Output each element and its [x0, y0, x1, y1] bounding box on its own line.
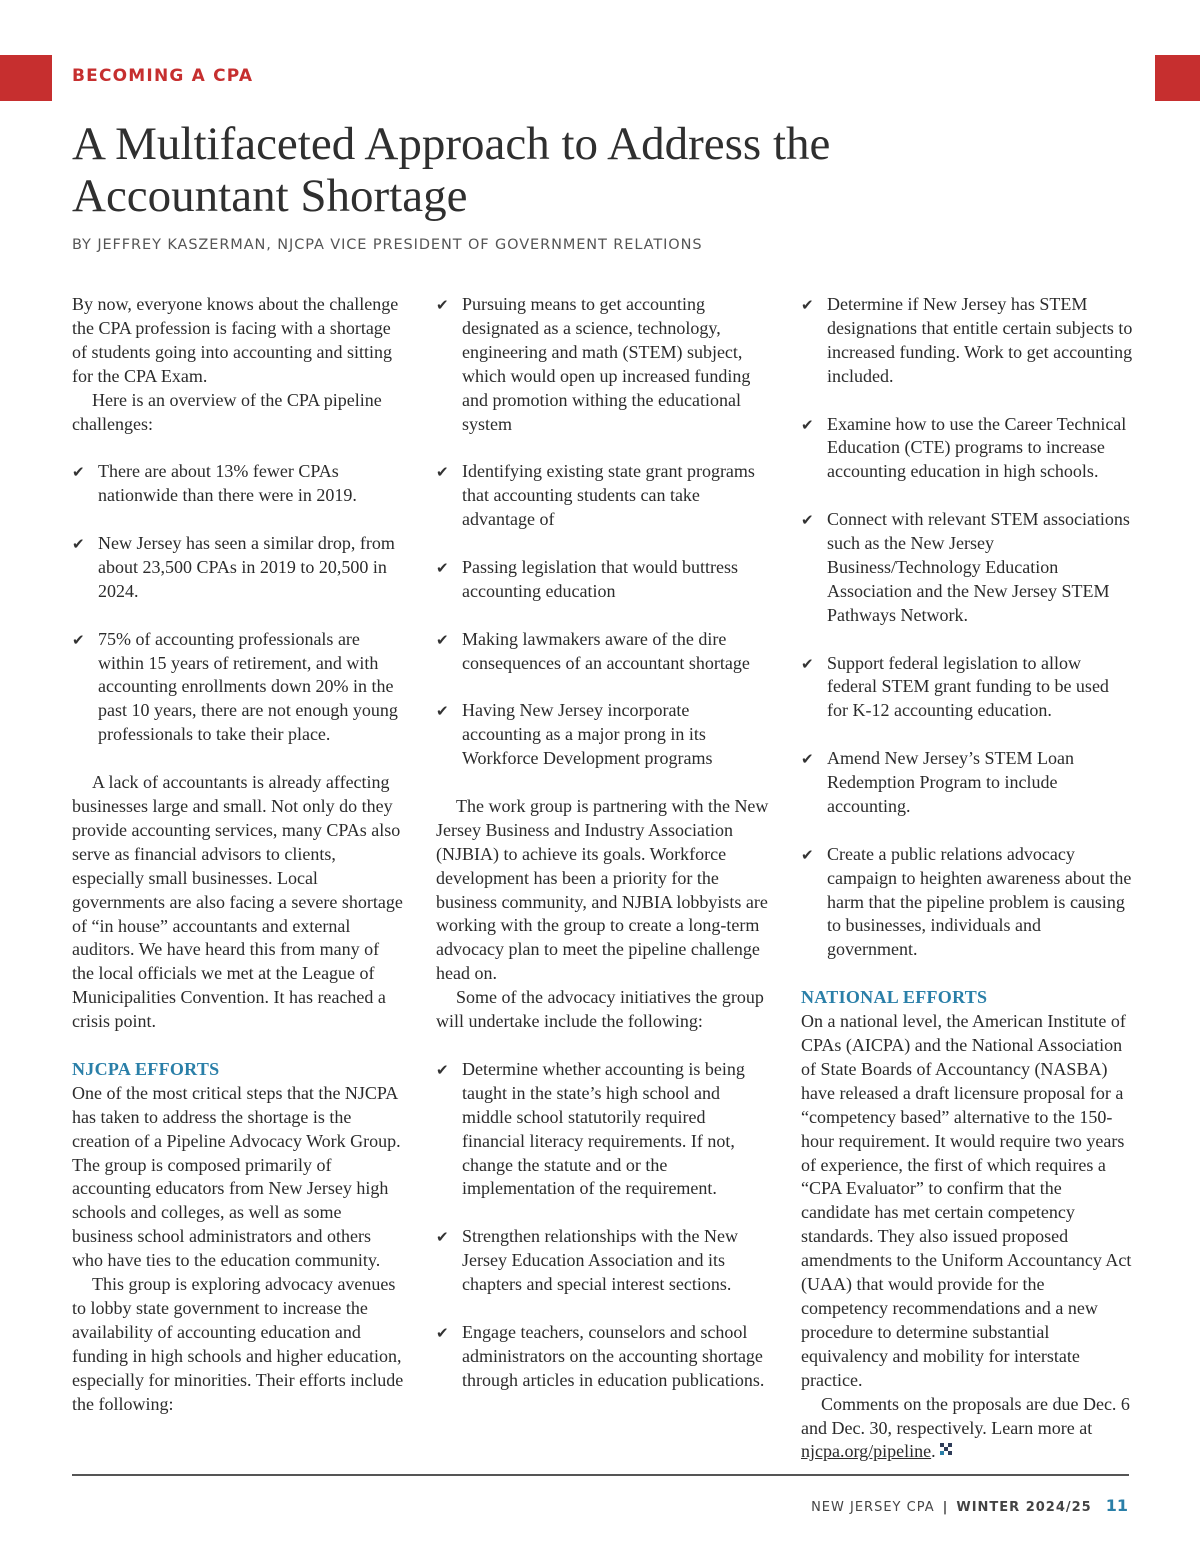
- checkmark-icon: ✔: [72, 535, 85, 554]
- checkmark-icon: ✔: [436, 558, 449, 577]
- checkmark-icon: ✔: [72, 630, 85, 649]
- list-item: ✔ Amend New Jersey’s STEM Loan Redemption Program to include accounting.: [801, 748, 1074, 816]
- footer-divider: [72, 1474, 1129, 1476]
- list-item: ✔ Passing legislation that would buttress accounting education: [436, 556, 738, 601]
- publication-name: NEW JERSEY CPA: [811, 1500, 935, 1515]
- list-item: ✔ Examine how to use the Career Technical Education (CTE) programs to increase accounting education in high schools.: [801, 413, 1127, 482]
- red-corner-tab-right: [1155, 55, 1200, 101]
- checkmark-icon: ✔: [436, 702, 449, 721]
- checkmark-icon: ✔: [801, 845, 814, 864]
- national-paragraph: On a national level, the American Institute of CPAs (AICPA) and the National Association of State Boards of Accountancy (NASBA) have released a draft licensure proposal for a “competency based” alternative to the 150-hour requirement. It would require two years of experience, the first of which requires a “CPA Evaluator” to confirm that the candidate has met certain competency standards. They also issued proposed amendments to the Uniform Accountancy Act (UAA) that would provide for the competency recommendations and a new procedure to determine substantial equivalency and mobility for interstate practice.: [801, 1011, 1132, 1390]
- list-item: ✔ Having New Jersey incorporate accounting as a major prong in its Workforce Development programs: [436, 700, 713, 769]
- partnering-paragraph: The work group is partnering with the New Jersey Business and Industry Association (NJBIA) to achieve its goals. Workforce development has been a priority for the business community, and NJBIA lobbyists are working with the group to create a long-term advocacy plan to meet the pipeline challenge head on.: [436, 795, 769, 984]
- column-2: [436, 293, 771, 1416]
- initiatives-paragraph: Some of the advocacy initiatives the group will undertake include the following:: [436, 987, 764, 1032]
- list-item: ✔ Engage teachers, counselors and school administrators on the accounting shortage through articles in education publications.: [436, 1321, 765, 1390]
- checkmark-icon: ✔: [801, 511, 814, 530]
- lack-paragraph: A lack of accountants is already affecting businesses large and small. Not only do they provide accounting services, many CPAs also serve as financial advisors to clients, especially small businesses. Local governments are also facing a severe shortage of “in house” accountants and external auditors. We have heard this from many of the local officials we met at the League of Municipalities Convention. It has reached a crisis point.: [72, 772, 403, 1032]
- list-item: ✔ 75% of accounting professionals are within 15 years of retirement, and with accounting enrollments down 20% in the past 10 years, there are not enough young professionals to take their place.: [72, 628, 398, 745]
- initiatives-list-continued: [801, 293, 1133, 962]
- list-item: ✔ Support federal legislation to allow federal STEM grant funding to be used for K-12 accounting education.: [801, 652, 1109, 721]
- list-item: ✔ There are about 13% fewer CPAs nationwide than there were in 2019.: [72, 461, 357, 506]
- list-item: ✔ Determine if New Jersey has STEM designations that entitle certain subjects to increased funding. Work to get accounting included.: [801, 294, 1133, 386]
- checkmark-icon: ✔: [72, 463, 85, 482]
- challenges-list: [72, 460, 404, 747]
- checkmark-icon: ✔: [801, 654, 814, 673]
- checkmark-icon: ✔: [436, 1228, 449, 1247]
- list-item: ✔ Identifying existing state grant programs that accounting students can take advantage of: [436, 461, 755, 530]
- byline: BY JEFFREY KASZERMAN, NJCPA VICE PRESIDENT OF GOVERNMENT RELATIONS: [72, 237, 703, 253]
- list-item: ✔ Strengthen relationships with the New Jersey Education Association and its chapters and special interest sections.: [436, 1226, 738, 1295]
- list-item: ✔ Making lawmakers aware of the dire consequences of an accountant shortage: [436, 628, 750, 673]
- efforts-paragraph: One of the most critical steps that the NJCPA has taken to address the shortage is the creation of a Pipeline Advocacy Work Group. The group is composed primarily of accounting educators from New Jersey high schools and colleges, as well as some business school administrators and others who have ties to the education community.: [72, 1082, 401, 1271]
- overview-paragraph: Here is an overview of the CPA pipeline challenges:: [72, 389, 382, 434]
- checkmark-icon: ✔: [436, 463, 449, 482]
- red-corner-tab-left: [0, 55, 52, 101]
- comments-paragraph: Comments on the proposals are due Dec. 6 and Dec. 30, respectively. Learn more at njcpa.org/pipeline.: [801, 1393, 1130, 1462]
- column-1: [72, 293, 404, 1417]
- checkmark-icon: ✔: [436, 1060, 449, 1079]
- checkmark-icon: ✔: [801, 750, 814, 769]
- exploring-paragraph: This group is exploring advocacy avenues to lobby state government to increase the availability of accounting education and funding in high schools and higher education, especially for minorities. Their efforts include the following:: [72, 1274, 404, 1414]
- list-item: ✔ Connect with relevant STEM associations such as the New Jersey Business/Technology Education Association and the New Jersey STEM Pathways Network.: [801, 509, 1130, 625]
- list-item: ✔ Create a public relations advocacy campaign to heighten awareness about the harm that the pipeline problem is causing to businesses, individuals and government.: [801, 843, 1132, 960]
- footer-separator: |: [942, 1500, 949, 1515]
- initiatives-list: [436, 1058, 771, 1393]
- njcpa-efforts-heading: NJCPA EFFORTS: [72, 1058, 220, 1079]
- end-of-article-icon: [940, 1443, 952, 1455]
- efforts-list: [436, 293, 771, 771]
- page-number: 11: [1105, 1496, 1128, 1515]
- list-item: ✔ Determine whether accounting is being taught in the state’s high school and middle school statutorily required financial literacy requirements. If not, change the statute and or the implementation of the requirement.: [436, 1058, 745, 1199]
- checkmark-icon: ✔: [436, 296, 449, 314]
- intro-paragraph: By now, everyone knows about the challenge the CPA profession is facing with a shortage of students going into accounting and sitting for the CPA Exam.: [72, 294, 399, 386]
- issue-label: WINTER 2024/25: [956, 1500, 1092, 1515]
- page-footer: [811, 1496, 1128, 1515]
- pipeline-link[interactable]: njcpa.org/pipeline: [801, 1441, 932, 1462]
- checkmark-icon: ✔: [801, 296, 814, 314]
- list-item: ✔ New Jersey has seen a similar drop, from about 23,500 CPAs in 2019 to 20,500 in 2024.: [72, 533, 395, 601]
- section-label: BECOMING A CPA: [72, 66, 254, 86]
- checkmark-icon: ✔: [436, 1323, 449, 1342]
- article-title: A Multifaceted Approach to Address the Accountant Shortage: [72, 118, 831, 222]
- national-efforts-heading: NATIONAL EFFORTS: [801, 987, 988, 1008]
- checkmark-icon: ✔: [801, 415, 814, 434]
- checkmark-icon: ✔: [436, 630, 449, 649]
- list-item: ✔ Pursuing means to get accounting designated as a science, technology, engineering and math (STEM) subject, which would open up increased funding and promotion withing the educational system: [436, 294, 751, 434]
- column-3: [801, 293, 1133, 1464]
